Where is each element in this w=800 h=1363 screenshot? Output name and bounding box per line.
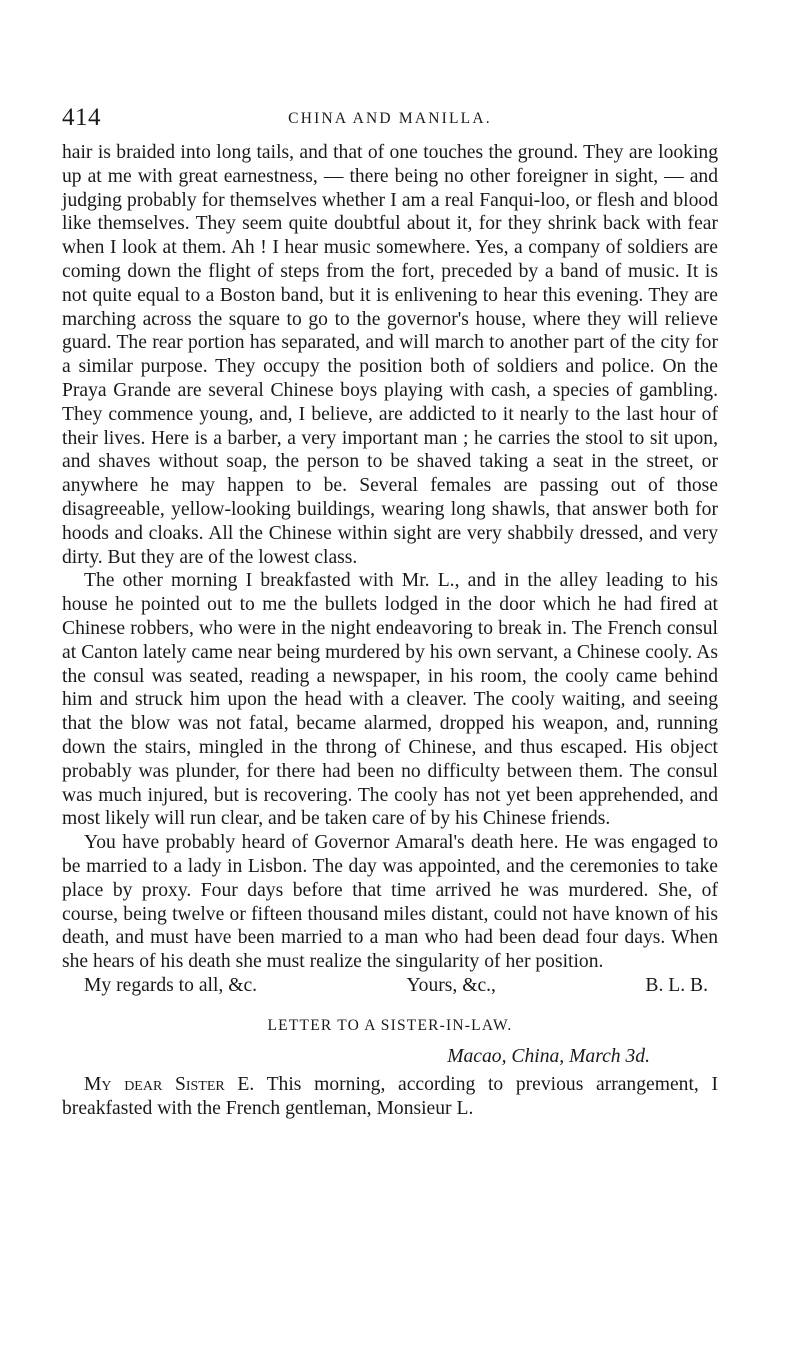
salutation: My dear Sister E. — [84, 1074, 255, 1096]
signoff-initials: B. L. B. — [645, 974, 708, 996]
running-head — [62, 104, 718, 134]
opening-text: This morning, according to previous arrangement, I breakfasted with the French gentleman, Monsieur L. — [62, 1074, 718, 1120]
page-number: 414 — [62, 104, 101, 131]
body-text — [62, 141, 718, 1121]
running-title: CHINA AND MANILLA. — [288, 110, 492, 127]
letter-opening — [62, 1073, 718, 1121]
paragraph: hair is braided into long tails, and that of one touches the ground. They are looking up at me with great earnestness, — there being no other foreigner in sight, — and judging probably for themselves whether I am a real Fanqui-loo, or flesh and blood like themselves. They seem quite doubtful about it, for they shrink back with fear when I look at them. Ah ! I hear music somewhere. Yes, a company of soldiers are coming down the flight of steps from the fort, preceded by a band of music. It is not quite equal to a Boston band, but it is enlivening to hear this evening. They are marching across the square to go to the governor's house, where they will relieve guard. The rear portion has separated, and will march to another part of the city for a similar purpose. They occupy the position both of soldiers and police. On the Praya Grande are several Chinese boys playing with cash, a species of gambling. They commence young, and, I believe, are addicted to it nearly to the last hour of their lives. Here is a barber, a very important man ; he carries the stool to sit upon, and shaves without soap, the person to be shaved taking a seat in the street, or anywhere he may happen to be. Several females are passing out of those disagreeable, yellow-looking buildings, wearing long shawls, that answer both for hoods and cloaks. All the Chinese within sight are very shabbily dressed, and very dirty. But they are of the lowest class. — [62, 142, 718, 568]
paragraph: The other morning I breakfasted with Mr. L., and in the alley leading to his house he pointed out to me the bullets lodged in the door which he had fired at Chinese robbers, who were in the night endeavoring to break in. The French consul at Canton lately came near being murdered by his own servant, a Chinese cooly. As the consul was seated, reading a newspaper, in his room, the cooly came behind him and struck him upon the head with a cleaver. The cooly waiting, and seeing that the blow was not fatal, became alarmed, dropped his weapon, and, running down the stairs, mingled in the throng of Chinese, and thus escaped. His object probably was plunder, for there had been no difficulty between them. The consul was much injured, but is recovering. The cooly has not yet been apprehended, and most likely will run clear, and be taken care of by his Chinese friends. — [62, 570, 718, 830]
signoff-closing: My regards to all, &c. — [84, 974, 258, 996]
signoff — [62, 974, 718, 998]
signoff-yours: Yours, &c., — [406, 974, 496, 996]
letter-dateline: Macao, China, March 3d. — [447, 1046, 650, 1068]
paragraph: You have probably heard of Governor Amaral's death here. He was engaged to be married to a lady in Lisbon. The day was appointed, and the ceremonies to take place by proxy. Four days before that time arrived he was murdered. She, of course, being twelve or fifteen thousand miles distant, could not have known of his death, and must have been married to a man who had been dead four days. When she hears of his death she must realize the singularity of her position. — [62, 832, 718, 973]
letter-heading: LETTER TO A SISTER-IN-LAW. — [267, 1016, 513, 1034]
